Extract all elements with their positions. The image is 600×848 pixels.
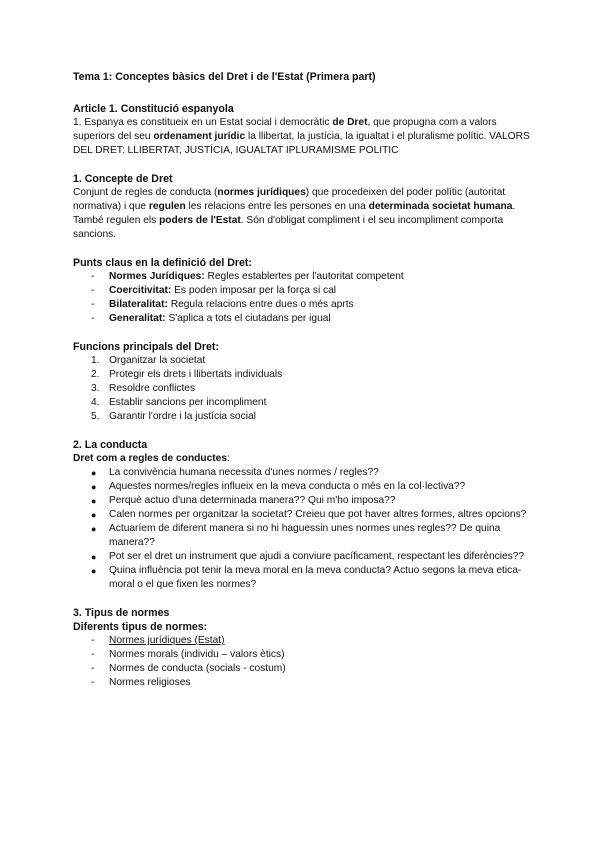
- item-text: Normes morals (individu – valors ètics): [109, 649, 285, 660]
- conducta-list: [73, 466, 533, 592]
- list-item: [73, 270, 533, 284]
- item-text: Normes de conducta (socials - costum): [109, 663, 286, 674]
- list-item: [73, 298, 533, 312]
- punts-heading: Punts claus en la definició del Dret:: [73, 257, 252, 269]
- definition: S'aplica a tots el ciutadans per igual: [165, 313, 331, 324]
- number-marker: 2.: [91, 369, 100, 380]
- list-item: [73, 662, 533, 676]
- number-marker: 4.: [91, 397, 100, 408]
- item-text: Normes religioses: [109, 677, 191, 688]
- concepte-paragraph: [73, 186, 533, 242]
- definition: Es poden imposar per la força si cal: [171, 285, 337, 296]
- bullet-marker: ●: [91, 510, 97, 520]
- bullet-marker: ●: [91, 468, 97, 478]
- conducta-heading: 2. La conducta: [73, 439, 148, 451]
- list-item: [73, 550, 533, 564]
- dash-marker: -: [91, 677, 95, 688]
- bullet-marker: ●: [91, 552, 97, 562]
- bullet-marker: ●: [91, 496, 97, 506]
- bold-run: Dret com a regles de conductes: [73, 453, 227, 464]
- bold-run: ordenament jurídic: [153, 131, 246, 142]
- dash-marker: -: [91, 299, 95, 310]
- text-run: ) que procedeixen del poder polític (autoritat normativa) i que: [73, 187, 506, 212]
- list-item: [73, 634, 533, 648]
- article-1-paragraph: [73, 116, 533, 158]
- term: Generalitat:: [109, 313, 166, 324]
- bold-run: poders de l'Estat: [159, 215, 241, 226]
- dash-marker: -: [91, 649, 95, 660]
- item-text: Protegir els drets i llibertats individuals: [109, 369, 283, 380]
- bold-run: determinada societat humana: [368, 201, 513, 212]
- text-run: Conjunt de regles de conducta (: [73, 187, 218, 198]
- bullet-marker: ●: [91, 482, 97, 492]
- text-run: . També regulen els: [73, 201, 516, 226]
- dash-marker: -: [91, 271, 95, 282]
- item-text: Perquè actuo d'una determinada manera?? Qui m'ho imposa??: [109, 495, 396, 506]
- list-item: [73, 508, 533, 522]
- funcions-section: [73, 340, 533, 424]
- term: Coercitivitat:: [109, 285, 172, 296]
- list-item: [73, 312, 533, 326]
- page-title: Tema 1: Conceptes bàsics del Dret i de l'Estat (Primera part): [73, 71, 376, 83]
- text-run: 1. Espanya es constitueix en un Estat social i democràtic: [73, 117, 333, 128]
- concepte-heading: 1. Concepte de Dret: [73, 173, 173, 185]
- list-item: [73, 466, 533, 480]
- item-text: Calen normes per organitzar la societat? Creieu que pot haver altres formes, altres opcions?: [109, 509, 527, 520]
- dash-marker: -: [91, 313, 95, 324]
- item-text: Establir sancions per incompliment: [109, 397, 267, 408]
- list-item: [73, 648, 533, 662]
- bold-run: regulen: [148, 201, 186, 212]
- item-text: Quina influència pot tenir la meva moral en la meva conducta? Actuo segons la meva etica-moral o el que fixen les normes?: [109, 565, 522, 590]
- item-text: Pot ser el dret un instrument que ajudi a conviure pacíficament, respectant les diferències??: [109, 551, 525, 562]
- list-item: [73, 522, 533, 550]
- dash-marker: -: [91, 285, 95, 296]
- dash-marker: -: [91, 663, 95, 674]
- list-item: [73, 354, 533, 368]
- number-marker: 1.: [91, 355, 100, 366]
- punts-section: [73, 256, 533, 326]
- item-text: La convivència humana necessita d'unes normes / regles??: [109, 467, 379, 478]
- article-1-section: [73, 102, 533, 158]
- list-item: [73, 382, 533, 396]
- item-text: Actuaríem de diferent manera si no hi haguessin unes normes unes regles?? De quina manera??: [109, 523, 501, 548]
- text-run: , que propugna com a valors superiors del seu: [73, 117, 497, 142]
- number-marker: 5.: [91, 411, 100, 422]
- bold-run: normes jurídiques: [217, 187, 306, 198]
- definition: Regula relacions entre dues o més aprts: [167, 299, 354, 310]
- item-text: Normes jurídiques (Estat): [109, 635, 225, 646]
- dash-marker: -: [91, 635, 95, 646]
- tipus-list: [73, 634, 533, 690]
- list-item: [73, 494, 533, 508]
- text-run: . Són d'obligat compliment i el seu incompliment comporta sancions.: [73, 215, 504, 240]
- list-item: [73, 410, 533, 424]
- list-item: [73, 396, 533, 410]
- text-run: les relacions entre les persones en una: [185, 201, 369, 212]
- item-text: Aquestes normes/regles influeix en la meva conducta o més en la col·lectiva??: [109, 481, 466, 492]
- article-1-heading: Article 1. Constitució espanyola: [73, 103, 234, 115]
- bullet-marker: ●: [91, 566, 97, 576]
- definition: Regles establertes per l'autoritat competent: [204, 271, 404, 282]
- tipus-subheading: Diferents tipus de normes:: [73, 621, 208, 633]
- term: Bilateralitat:: [109, 299, 168, 310]
- list-item: [73, 564, 533, 592]
- text-run: la llibertat, la justícia, la igualtat i el pluralisme polític. VALORS DEL DRET: LLIBERTAT, JUSTÍCIA, IGUALTAT IPLURAMISME POLITIC: [73, 131, 530, 156]
- text-run: :: [227, 453, 230, 464]
- funcions-heading: Funcions principals del Dret:: [73, 341, 219, 353]
- tipus-section: [73, 606, 533, 690]
- list-item: [73, 284, 533, 298]
- item-text: Resoldre conflictes: [109, 383, 196, 394]
- punts-list: [73, 270, 533, 326]
- document-page: [73, 70, 533, 704]
- concepte-section: [73, 172, 533, 242]
- item-text: Garantir l'ordre i la justícia social: [109, 411, 256, 422]
- conducta-section: [73, 438, 533, 592]
- bold-run: de Dret: [332, 117, 368, 128]
- list-item: [73, 368, 533, 382]
- term: Normes Jurídiques:: [109, 271, 205, 282]
- list-item: [73, 676, 533, 690]
- tipus-heading: 3. Tipus de normes: [73, 607, 170, 619]
- funcions-list: [73, 354, 533, 424]
- list-item: [73, 480, 533, 494]
- conducta-subheading: [73, 452, 533, 466]
- number-marker: 3.: [91, 383, 100, 394]
- bullet-marker: ●: [91, 524, 97, 534]
- item-text: Organitzar la societat: [109, 355, 206, 366]
